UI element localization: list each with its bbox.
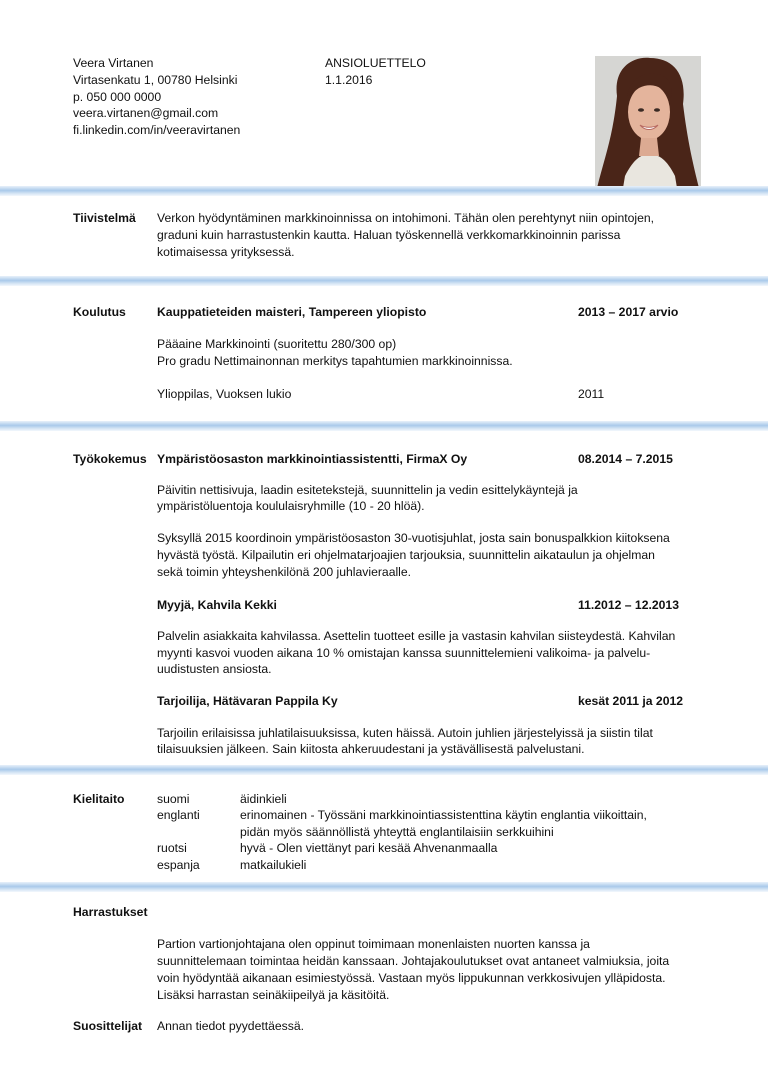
language-level: matkailukieli [240, 858, 307, 872]
degree-dates: 2013 – 2017 arvio [578, 305, 679, 319]
hobbies-line: Partion vartionjohtajana olen oppinut toimimaan monenlaisten nuorten kanssa ja [157, 937, 590, 951]
language-name: ruotsi [157, 841, 187, 855]
section-heading: Suosittelijat [73, 1019, 143, 1033]
profile-photo [595, 56, 701, 188]
email: veera.virtanen@gmail.com [73, 106, 219, 120]
language-level: erinomainen - Työssäni markkinointiassistenttina käytin englantia viikoittain, [240, 808, 647, 822]
language-name: englanti [157, 808, 200, 822]
degree-detail: Pääaine Markkinointi (suoritettu 280/300 op) [157, 337, 397, 351]
hobbies-line: Lisäksi harrastan seinäkiipeilyä ja käsitöitä. [157, 988, 390, 1002]
job-dates: 11.2012 – 12.2013 [578, 598, 679, 612]
section-heading: Koulutus [73, 305, 126, 319]
section-heading: Työkokemus [73, 452, 147, 466]
name: Veera Virtanen [73, 56, 154, 70]
job-description-line: Syksyllä 2015 koordinoin ympäristöosaston 30-vuotisjuhlat, josta sain bonuspalkkion kiitoksena [157, 531, 670, 545]
job-description-line: tilaisuuksien jälkeen. Sain kiitosta ahkeruudestani ja ystävällisestä palvelustani. [157, 742, 585, 756]
phone: p. 050 000 0000 [73, 90, 162, 104]
job-dates: 08.2014 – 7.2015 [578, 452, 673, 466]
summary-line: kotimaisessa yrityksessä. [157, 245, 295, 259]
job-dates: kesät 2011 ja 2012 [578, 694, 684, 708]
school-year: 2011 [578, 387, 605, 401]
document-date: 1.1.2016 [325, 73, 373, 87]
language-level: hyvä - Olen viettänyt pari kesää Ahvenanmaalla [240, 841, 498, 855]
document-title: ANSIOLUETTELO [325, 56, 426, 70]
section-heading: Harrastukset [73, 905, 148, 919]
job-title: Ympäristöosaston markkinointiassistentti, FirmaX Oy [157, 452, 468, 466]
language-name: espanja [157, 858, 200, 872]
summary-line: Verkon hyödyntäminen markkinoinnissa on intohimoni. Tähän olen perehtynyt niin opintojen, [157, 211, 655, 225]
degree-detail: Pro gradu Nettimainonnan merkitys tapahtumien markkinoinnissa. [157, 354, 513, 368]
address: Virtasenkatu 1, 00780 Helsinki [73, 73, 238, 87]
job-description-line: ympäristöluentoja koululaisryhmille (10 - 20 hlöä). [157, 499, 425, 513]
job-description-line: Päivitin nettisivuja, laadin esitetekstejä, suunnittelin ja vedin esittelykäyntejä ja [157, 483, 578, 497]
job-description-line: Tarjoilin erilaisissa juhlatilaisuuksissa, kuten häissä. Autoin juhlien järjestelyissä ja siistin tilat [157, 726, 653, 740]
language-level: äidinkieli [240, 792, 287, 806]
section-divider [0, 421, 768, 431]
job-description-line: myynti kasvoi vuoden aikana 10 % omistajan kanssa suunnittelemieni valikoima- ja palvelu- [157, 646, 651, 660]
summary-line: graduni kuin harrastustenkin kautta. Haluan työskennellä verkkomarkkinoinnin parissa [157, 228, 621, 242]
section-divider [0, 186, 768, 196]
section-divider [0, 276, 768, 286]
school: Ylioppilas, Vuoksen lukio [157, 387, 292, 401]
section-heading: Tiivistelmä [73, 211, 136, 225]
section-heading: Kielitaito [73, 792, 125, 806]
degree-title: Kauppatieteiden maisteri, Tampereen yliopisto [157, 305, 427, 319]
language-name: suomi [157, 792, 190, 806]
references-text: Annan tiedot pyydettäessä. [157, 1019, 305, 1033]
section-divider [0, 765, 768, 775]
job-title: Myyjä, Kahvila Kekki [157, 598, 277, 612]
job-description-line: hyvästä työstä. Kilpailutin eri ohjelmatarjoajien tarjouksia, suunnittelin aikataulun ja ohjelman [157, 548, 655, 562]
linkedin-link[interactable]: fi.linkedin.com/in/veeravirtanen [73, 123, 241, 137]
job-title: Tarjoilija, Hätävaran Pappila Ky [157, 694, 338, 708]
job-description-line: Palvelin asiakkaita kahvilassa. Asettelin tuotteet esille ja vastasin kahvilan siisteydestä. Kahvilan [157, 629, 676, 643]
section-divider [0, 882, 768, 892]
hobbies-line: suunnittelemaan toimintaa heidän kanssaan. Johtajakoulutukset ovat antaneet valmiuksia, joita [157, 954, 670, 968]
job-description-line: uudistusten ansiosta. [157, 662, 272, 676]
language-level: pidän myös säännöllistä yhteyttä englantilaisiin serkkuihini [240, 825, 554, 839]
job-description-line: sekä toimin yhteyshenkilönä 200 juhlavieraalle. [157, 565, 412, 579]
hobbies-line: voin hyödyntää aikanaan esimiestyössä. Vastaan myös lippukunnan verkkosivujen ylläpidosta. [157, 971, 666, 985]
